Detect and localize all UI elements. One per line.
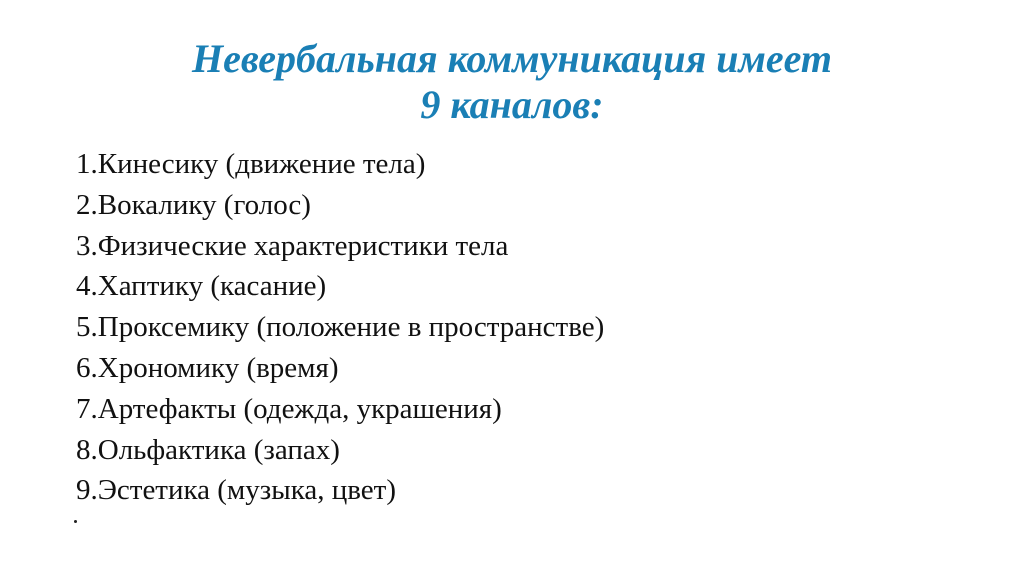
slide-title-line-2: 9 каналов: — [420, 82, 604, 127]
channels-list — [76, 144, 604, 511]
list-item: 8.Ольфактика (запах) — [76, 433, 340, 466]
stray-bullet-dot — [74, 520, 77, 523]
list-item: 6.Хрономику (время) — [76, 351, 339, 384]
list-item: 9.Эстетика (музыка, цвет) — [76, 474, 396, 507]
slide-title-line-1: Невербальная коммуникация имеет — [192, 36, 832, 81]
slide-title — [0, 36, 1024, 128]
list-item: 3.Физические характеристики тела — [76, 229, 509, 262]
list-item: 4.Хаптику (касание) — [76, 270, 327, 303]
list-item: 5.Проксемику (положение в пространстве) — [76, 311, 605, 344]
list-item: 2.Вокалику (голос) — [76, 188, 311, 221]
list-item: 7.Артефакты (одежда, украшения) — [76, 392, 502, 425]
list-item: 1.Кинесику (движение тела) — [76, 148, 426, 180]
